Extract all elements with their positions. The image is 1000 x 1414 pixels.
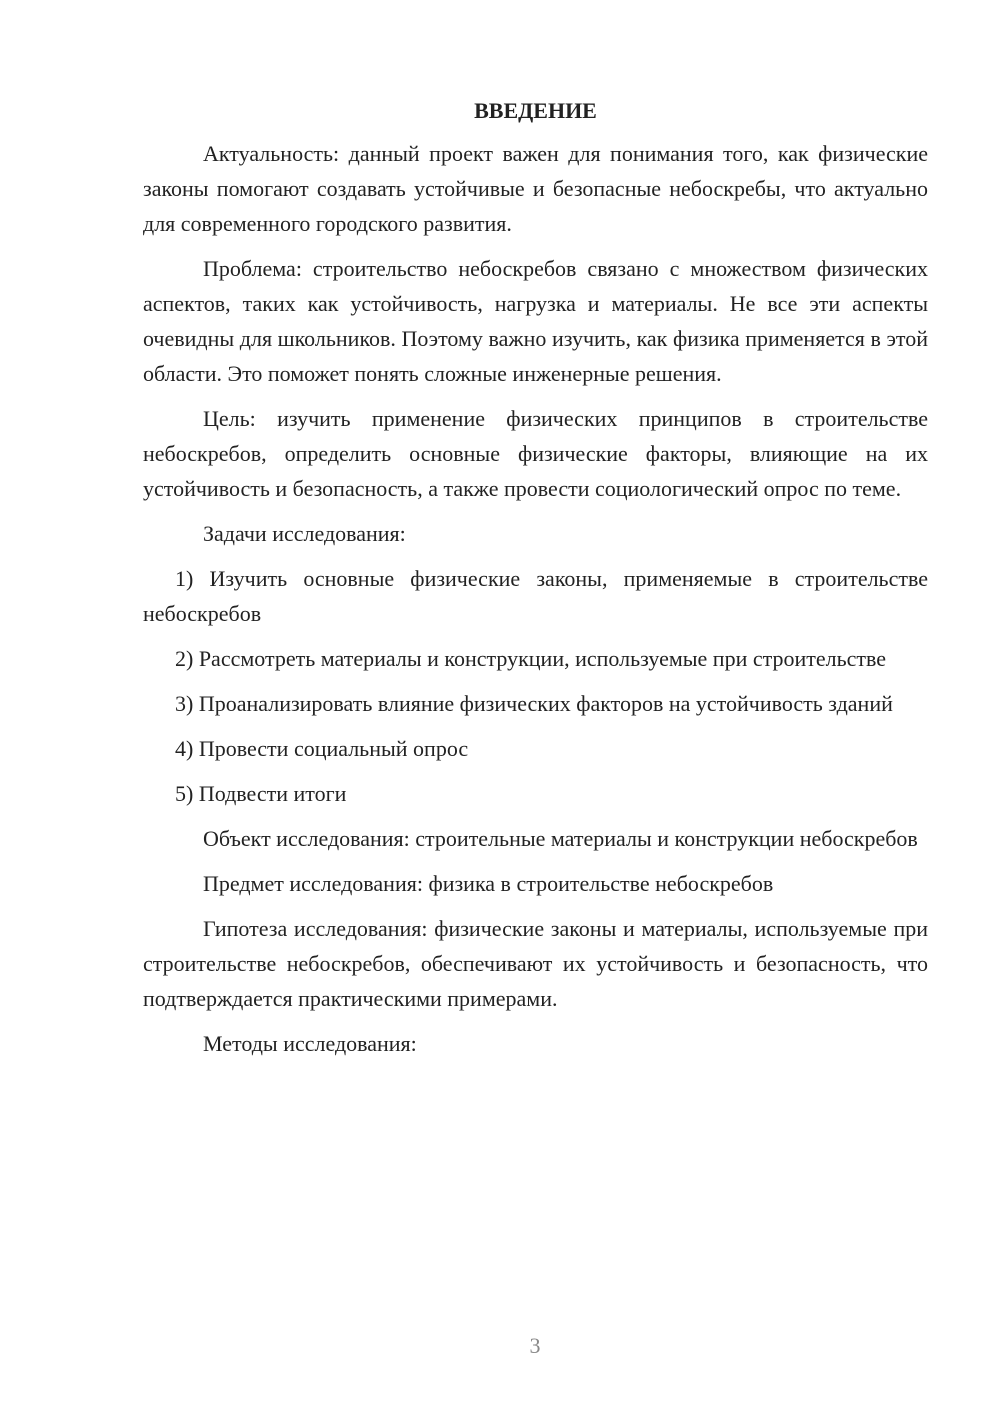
task-item-5: 5) Подвести итоги (175, 781, 347, 806)
document-body (143, 96, 928, 1071)
subject-paragraph: Предмет исследования: физика в строительстве небоскребов (203, 871, 774, 896)
task-item-2: 2) Рассмотреть материалы и конструкции, используемые при строительстве (175, 646, 887, 671)
task-item-1: 1) Изучить основные физические законы, применяемые в строительстве небоскребов (143, 566, 928, 626)
task-item-4: 4) Провести социальный опрос (175, 736, 469, 761)
page-number: 3 (529, 1333, 541, 1358)
hypothesis-paragraph: Гипотеза исследования: физические законы и материалы, используемые при строительстве небоскребов, обеспечивают их устойчивость и безопасность, что подтверждается практическими примерами. (143, 916, 928, 1011)
relevance-paragraph: Актуальность: данный проект важен для понимания того, как физические законы помогают создавать устойчивые и безопасные небоскребы, что актуально для современного городского развития. (143, 141, 928, 236)
section-heading: ВВЕДЕНИЕ (474, 98, 597, 123)
problem-paragraph: Проблема: строительство небоскребов связано с множеством физических аспектов, таких как устойчивость, нагрузка и материалы. Не все эти аспекты очевидны для школьников. Поэтому важно изучить, как физика применяется в этой области. Это поможет понять сложные инженерные решения. (143, 256, 928, 386)
methods-title: Методы исследования: (203, 1031, 417, 1056)
tasks-title: Задачи исследования: (203, 521, 406, 546)
object-paragraph: Объект исследования: строительные материалы и конструкции небоскребов (203, 826, 918, 851)
task-item-3: 3) Проанализировать влияние физических факторов на устойчивость зданий (175, 691, 893, 716)
goal-paragraph: Цель: изучить применение физических принципов в строительстве небоскребов, определить основные физические факторы, влияющие на их устойчивость и безопасность, а также провести социологический опрос по теме. (143, 406, 928, 501)
